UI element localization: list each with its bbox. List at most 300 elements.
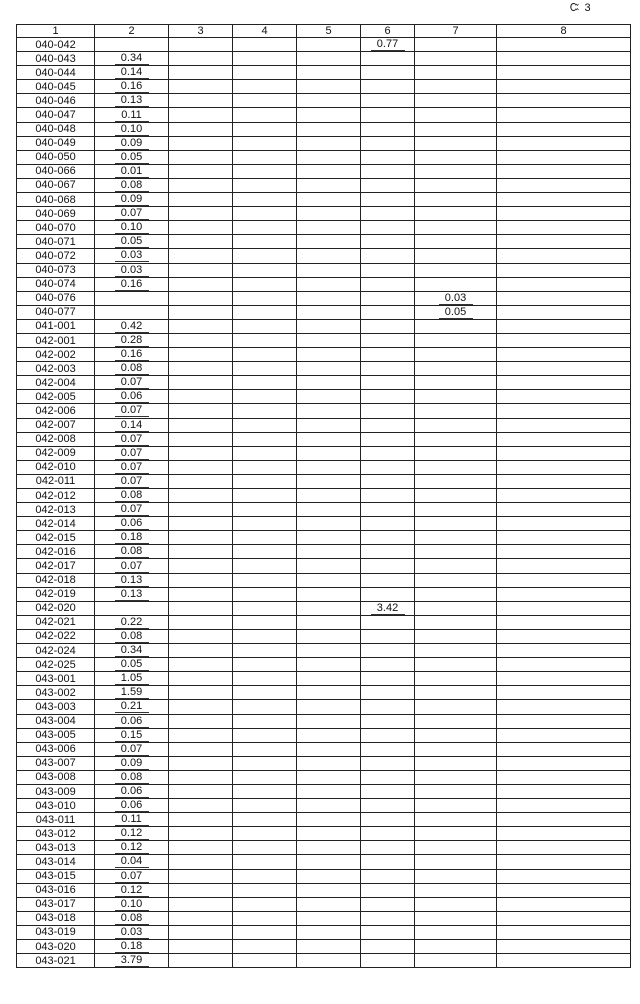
table-cell-col-1 <box>17 418 95 432</box>
table-cell-col-4 <box>233 432 297 446</box>
table-cell-col-3 <box>169 855 233 869</box>
table-cell-col-1 <box>17 503 95 517</box>
table-cell-col-7 <box>415 545 497 559</box>
table-cell-col-6 <box>361 911 415 925</box>
table-cell-col-8 <box>497 178 631 192</box>
table-cell-col-6 <box>361 869 415 883</box>
row-code: 042-012 <box>35 489 76 502</box>
table-cell-col-2 <box>95 573 169 587</box>
table-cell-col-4 <box>233 925 297 939</box>
table-row <box>17 66 631 80</box>
row-code: 042-017 <box>35 560 76 573</box>
table-cell-col-3 <box>169 686 233 700</box>
table-cell-col-7 <box>415 841 497 855</box>
row-code: 040-044 <box>35 66 76 79</box>
row-code: 042-007 <box>35 419 76 432</box>
table-row <box>17 925 631 939</box>
table-cell-col-8 <box>497 728 631 742</box>
table-cell-col-1 <box>17 784 95 798</box>
table-cell-col-6 <box>361 404 415 418</box>
table-cell-col-6 <box>361 164 415 178</box>
row-code: 042-014 <box>35 517 76 530</box>
row-code: 042-004 <box>35 376 76 389</box>
cell-value: 0.07 <box>115 744 149 756</box>
table-cell-col-3 <box>169 559 233 573</box>
table-row <box>17 164 631 178</box>
table-cell-col-6 <box>361 489 415 503</box>
table-cell-col-4 <box>233 503 297 517</box>
table-cell-col-8 <box>497 376 631 390</box>
table-cell-col-2 <box>95 333 169 347</box>
table-cell-col-4 <box>233 489 297 503</box>
table-row <box>17 235 631 249</box>
table-cell-col-7 <box>415 150 497 164</box>
row-code: 040-050 <box>35 151 76 164</box>
table-cell-col-7 <box>415 714 497 728</box>
table-row <box>17 333 631 347</box>
table-cell-col-7 <box>415 122 497 136</box>
table-cell-col-5 <box>297 263 361 277</box>
table-cell-col-6 <box>361 277 415 291</box>
table-cell-col-6 <box>361 770 415 784</box>
cell-value: 0.28 <box>115 335 149 347</box>
row-code: 041-001 <box>35 320 76 333</box>
table-cell-col-1 <box>17 559 95 573</box>
table-cell-col-3 <box>169 446 233 460</box>
table-cell-col-6 <box>361 700 415 714</box>
column-header: 8 <box>497 25 631 38</box>
table-cell-col-3 <box>169 376 233 390</box>
table-cell-col-6 <box>361 545 415 559</box>
table-cell-col-3 <box>169 221 233 235</box>
table-cell-col-5 <box>297 615 361 629</box>
table-cell-col-3 <box>169 615 233 629</box>
table-cell-col-1 <box>17 38 95 52</box>
table-cell-col-4 <box>233 460 297 474</box>
table-cell-col-4 <box>233 784 297 798</box>
table-cell-col-8 <box>497 474 631 488</box>
table-cell-col-3 <box>169 235 233 249</box>
table-cell-col-3 <box>169 714 233 728</box>
table-cell-col-1 <box>17 432 95 446</box>
cell-value: 0.05 <box>115 236 149 248</box>
table-cell-col-4 <box>233 474 297 488</box>
table-cell-col-2 <box>95 178 169 192</box>
table-cell-col-7 <box>415 925 497 939</box>
table-cell-col-1 <box>17 728 95 742</box>
table-cell-col-4 <box>233 221 297 235</box>
table-cell-col-3 <box>169 38 233 52</box>
table-cell-col-4 <box>233 770 297 784</box>
table-cell-col-2 <box>95 376 169 390</box>
row-code: 043-013 <box>35 841 76 854</box>
cell-value: 1.05 <box>115 673 149 685</box>
row-code: 040-074 <box>35 278 76 291</box>
table-cell-col-6 <box>361 883 415 897</box>
row-code: 043-007 <box>35 757 76 770</box>
table-cell-col-8 <box>497 629 631 643</box>
table-cell-col-2 <box>95 644 169 658</box>
table-row <box>17 418 631 432</box>
table-cell-col-8 <box>497 66 631 80</box>
table-cell-col-6 <box>361 235 415 249</box>
table-cell-col-6 <box>361 94 415 108</box>
table-cell-col-4 <box>233 940 297 954</box>
table-cell-col-6 <box>361 756 415 770</box>
table-cell-col-5 <box>297 305 361 319</box>
table-row <box>17 474 631 488</box>
table-cell-col-1 <box>17 686 95 700</box>
table-cell-col-8 <box>497 559 631 573</box>
table-cell-col-1 <box>17 672 95 686</box>
cell-value: 0.06 <box>115 518 149 530</box>
table-cell-col-1 <box>17 644 95 658</box>
table-cell-col-7 <box>415 136 497 150</box>
table-cell-col-7 <box>415 672 497 686</box>
table-cell-col-7 <box>415 249 497 263</box>
table-row <box>17 136 631 150</box>
row-code: 040-076 <box>35 292 76 305</box>
table-cell-col-3 <box>169 94 233 108</box>
cell-value: 0.14 <box>115 420 149 432</box>
table-cell-col-5 <box>297 390 361 404</box>
cell-value: 0.07 <box>115 476 149 488</box>
table-cell-col-6 <box>361 629 415 643</box>
table-cell-col-2 <box>95 207 169 221</box>
table-cell-col-2 <box>95 629 169 643</box>
table-cell-col-4 <box>233 376 297 390</box>
cell-value: 0.06 <box>115 800 149 812</box>
table-cell-col-6 <box>361 193 415 207</box>
table-cell-col-1 <box>17 263 95 277</box>
table-row <box>17 517 631 531</box>
table-cell-col-6 <box>361 658 415 672</box>
table-cell-col-4 <box>233 644 297 658</box>
table-cell-col-5 <box>297 813 361 827</box>
table-cell-col-1 <box>17 305 95 319</box>
table-cell-col-8 <box>497 235 631 249</box>
table-cell-col-2 <box>95 348 169 362</box>
table-cell-col-2 <box>95 601 169 615</box>
table-cell-col-8 <box>497 911 631 925</box>
table-cell-col-1 <box>17 446 95 460</box>
cell-value: 0.03 <box>439 293 473 305</box>
table-row <box>17 404 631 418</box>
table-cell-col-7 <box>415 291 497 305</box>
row-code: 042-001 <box>35 334 76 347</box>
table-cell-col-2 <box>95 869 169 883</box>
table-cell-col-3 <box>169 629 233 643</box>
table-cell-col-7 <box>415 587 497 601</box>
table-row <box>17 841 631 855</box>
table-cell-col-1 <box>17 108 95 122</box>
table-cell-col-2 <box>95 784 169 798</box>
table-cell-col-5 <box>297 277 361 291</box>
table-cell-col-2 <box>95 841 169 855</box>
table-cell-col-7 <box>415 827 497 841</box>
cell-value: 0.10 <box>115 222 149 234</box>
row-code: 042-024 <box>35 644 76 657</box>
table-cell-col-5 <box>297 207 361 221</box>
table-cell-col-1 <box>17 573 95 587</box>
cell-value: 0.11 <box>115 110 149 122</box>
table-cell-col-1 <box>17 827 95 841</box>
row-code: 042-019 <box>35 588 76 601</box>
table-cell-col-2 <box>95 80 169 94</box>
table-cell-col-3 <box>169 827 233 841</box>
cell-value: 0.07 <box>115 448 149 460</box>
table-cell-col-3 <box>169 658 233 672</box>
table-row <box>17 263 631 277</box>
table-cell-col-6 <box>361 376 415 390</box>
table-cell-col-8 <box>497 207 631 221</box>
table-cell-col-4 <box>233 531 297 545</box>
cell-value: 0.13 <box>115 95 149 107</box>
table-row <box>17 742 631 756</box>
cell-value: 0.08 <box>115 363 149 375</box>
table-cell-col-2 <box>95 305 169 319</box>
table-cell-col-5 <box>297 94 361 108</box>
table-cell-col-5 <box>297 235 361 249</box>
table-cell-col-5 <box>297 319 361 333</box>
table-cell-col-5 <box>297 136 361 150</box>
table-cell-col-2 <box>95 235 169 249</box>
table-row <box>17 348 631 362</box>
cell-value: 1.59 <box>115 687 149 699</box>
table-cell-col-3 <box>169 911 233 925</box>
table-cell-col-6 <box>361 291 415 305</box>
table-cell-col-4 <box>233 235 297 249</box>
table-cell-col-3 <box>169 108 233 122</box>
table-cell-col-1 <box>17 940 95 954</box>
table-cell-col-1 <box>17 362 95 376</box>
cell-value: 0.06 <box>115 716 149 728</box>
row-code: 040-045 <box>35 80 76 93</box>
cell-value: 0.22 <box>115 617 149 629</box>
row-code: 043-012 <box>35 827 76 840</box>
row-code: 042-025 <box>35 658 76 671</box>
table-row <box>17 587 631 601</box>
row-code: 040-073 <box>35 264 76 277</box>
table-cell-col-3 <box>169 503 233 517</box>
cell-value: 0.03 <box>115 250 149 262</box>
table-cell-col-3 <box>169 80 233 94</box>
table-cell-col-3 <box>169 460 233 474</box>
table-cell-col-6 <box>361 474 415 488</box>
table-cell-col-6 <box>361 333 415 347</box>
table-cell-col-4 <box>233 897 297 911</box>
table-cell-col-1 <box>17 700 95 714</box>
cell-value: 0.07 <box>115 504 149 516</box>
table-cell-col-5 <box>297 911 361 925</box>
table-cell-col-2 <box>95 954 169 968</box>
cell-value: 0.14 <box>115 67 149 79</box>
table-cell-col-2 <box>95 686 169 700</box>
cell-value: 0.13 <box>115 589 149 601</box>
table-cell-col-1 <box>17 52 95 66</box>
table-cell-col-8 <box>497 122 631 136</box>
table-cell-col-7 <box>415 404 497 418</box>
row-code: 043-010 <box>35 799 76 812</box>
table-cell-col-2 <box>95 277 169 291</box>
table-cell-col-1 <box>17 869 95 883</box>
table-cell-col-6 <box>361 108 415 122</box>
table-cell-col-6 <box>361 855 415 869</box>
table-cell-col-7 <box>415 700 497 714</box>
table-cell-col-6 <box>361 587 415 601</box>
cell-value: 0.34 <box>115 53 149 65</box>
cell-value: 0.21 <box>115 701 149 713</box>
table-cell-col-3 <box>169 672 233 686</box>
row-code: 040-070 <box>35 221 76 234</box>
table-cell-col-4 <box>233 305 297 319</box>
table-cell-col-7 <box>415 376 497 390</box>
table-cell-col-6 <box>361 263 415 277</box>
table-cell-col-5 <box>297 362 361 376</box>
table-cell-col-4 <box>233 418 297 432</box>
table-cell-col-4 <box>233 249 297 263</box>
table-cell-col-5 <box>297 178 361 192</box>
table-cell-col-8 <box>497 742 631 756</box>
table-cell-col-8 <box>497 940 631 954</box>
table-cell-col-1 <box>17 770 95 784</box>
table-cell-col-5 <box>297 531 361 545</box>
table-cell-col-4 <box>233 658 297 672</box>
table-cell-col-1 <box>17 601 95 615</box>
cell-value: 0.12 <box>115 885 149 897</box>
table-row <box>17 122 631 136</box>
column-header: 4 <box>233 25 297 38</box>
table-cell-col-6 <box>361 940 415 954</box>
cell-value: 0.13 <box>115 575 149 587</box>
table-cell-col-4 <box>233 66 297 80</box>
table-cell-col-5 <box>297 658 361 672</box>
table-cell-col-2 <box>95 446 169 460</box>
table-cell-col-3 <box>169 390 233 404</box>
table-cell-col-8 <box>497 319 631 333</box>
table-cell-col-1 <box>17 587 95 601</box>
table-cell-col-1 <box>17 178 95 192</box>
table-cell-col-7 <box>415 277 497 291</box>
cell-value: 0.77 <box>371 39 405 51</box>
table-row <box>17 305 631 319</box>
table-cell-col-6 <box>361 319 415 333</box>
table-cell-col-3 <box>169 348 233 362</box>
cell-value: 0.05 <box>115 152 149 164</box>
table-cell-col-7 <box>415 615 497 629</box>
row-code: 040-049 <box>35 137 76 150</box>
table-cell-col-7 <box>415 573 497 587</box>
row-code: 040-042 <box>35 38 76 51</box>
table-cell-col-8 <box>497 38 631 52</box>
table-cell-col-3 <box>169 277 233 291</box>
table-cell-col-4 <box>233 728 297 742</box>
column-header: 3 <box>169 25 233 38</box>
table-cell-col-6 <box>361 249 415 263</box>
table-cell-col-8 <box>497 390 631 404</box>
column-header: 1 <box>17 25 95 38</box>
table-cell-col-4 <box>233 700 297 714</box>
cell-value: 0.09 <box>115 138 149 150</box>
table-cell-col-5 <box>297 404 361 418</box>
table-cell-col-3 <box>169 432 233 446</box>
table-cell-col-3 <box>169 883 233 897</box>
table-cell-col-6 <box>361 52 415 66</box>
table-cell-col-5 <box>297 559 361 573</box>
table-cell-col-5 <box>297 770 361 784</box>
cell-value: 0.34 <box>115 645 149 657</box>
cell-value: 0.07 <box>115 462 149 474</box>
table-cell-col-5 <box>297 954 361 968</box>
table-cell-col-7 <box>415 756 497 770</box>
cell-value: 0.04 <box>115 856 149 868</box>
table-row <box>17 249 631 263</box>
table-cell-col-1 <box>17 925 95 939</box>
table-cell-col-2 <box>95 94 169 108</box>
row-code: 042-011 <box>35 475 76 488</box>
table-cell-col-7 <box>415 954 497 968</box>
cell-value: 0.07 <box>115 871 149 883</box>
table-cell-col-2 <box>95 503 169 517</box>
table-cell-col-1 <box>17 277 95 291</box>
table-cell-col-7 <box>415 333 497 347</box>
table-cell-col-3 <box>169 319 233 333</box>
table-cell-col-3 <box>169 418 233 432</box>
table-cell-col-8 <box>497 531 631 545</box>
row-code: 040-077 <box>35 306 76 319</box>
row-code: 042-008 <box>35 433 76 446</box>
row-code: 042-009 <box>35 447 76 460</box>
table-row <box>17 150 631 164</box>
table-cell-col-8 <box>497 954 631 968</box>
table-cell-col-8 <box>497 855 631 869</box>
table-cell-col-7 <box>415 813 497 827</box>
table-cell-col-2 <box>95 813 169 827</box>
table-cell-col-4 <box>233 954 297 968</box>
table-cell-col-8 <box>497 348 631 362</box>
table-cell-col-7 <box>415 784 497 798</box>
table-cell-col-1 <box>17 714 95 728</box>
table-cell-col-2 <box>95 531 169 545</box>
table-cell-col-3 <box>169 784 233 798</box>
row-code: 040-072 <box>35 249 76 262</box>
table-cell-col-3 <box>169 925 233 939</box>
table-cell-col-3 <box>169 756 233 770</box>
row-code: 040-048 <box>35 123 76 136</box>
cell-value: 0.08 <box>115 631 149 643</box>
table-cell-col-1 <box>17 348 95 362</box>
table-cell-col-3 <box>169 742 233 756</box>
table-cell-col-1 <box>17 249 95 263</box>
table-cell-col-8 <box>497 827 631 841</box>
table-cell-col-7 <box>415 770 497 784</box>
table-cell-col-3 <box>169 770 233 784</box>
table-cell-col-2 <box>95 150 169 164</box>
table-row <box>17 686 631 700</box>
row-code: 042-021 <box>35 616 76 629</box>
table-cell-col-7 <box>415 108 497 122</box>
table-cell-col-6 <box>361 122 415 136</box>
table-cell-col-6 <box>361 686 415 700</box>
table-row <box>17 855 631 869</box>
page-number: Ꮸ 3 <box>570 2 592 14</box>
table-row <box>17 38 631 52</box>
table-cell-col-5 <box>297 573 361 587</box>
table-cell-col-6 <box>361 305 415 319</box>
table-cell-col-5 <box>297 714 361 728</box>
table-cell-col-2 <box>95 489 169 503</box>
table-cell-col-5 <box>297 925 361 939</box>
